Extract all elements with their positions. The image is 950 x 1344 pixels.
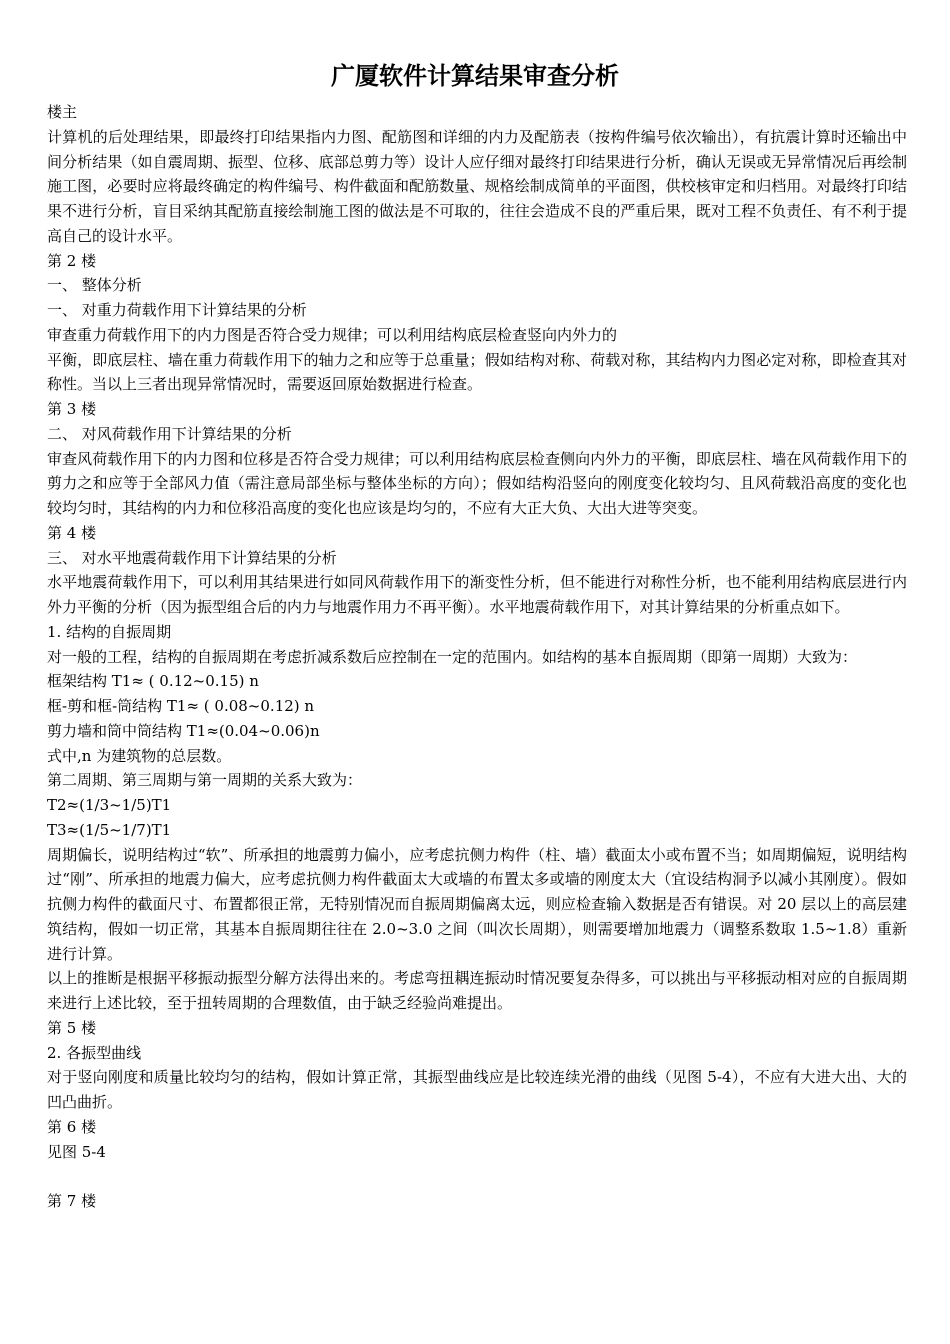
paragraph: 框-剪和框-筒结构 T1≈ ( 0.08~0.12) n xyxy=(47,697,315,715)
document-title: 广厦软件计算结果审查分析 xyxy=(331,62,619,90)
paragraph: 楼主 xyxy=(47,103,78,121)
paragraph: 以上的推断是根据平移振动振型分解方法得出来的。考虑弯扭耦连振动时情况要复杂得多，可以挑出与平移振动相对应的自振周期来进行上述比较，至于扭转周期的合理数值，由于缺乏经验尚难提出。 xyxy=(47,969,907,1012)
paragraph: 周期偏长，说明结构过“软”、所承担的地震剪力偏小，应考虑抗侧力构件（柱、墙）截面太小或布置不当；如周期偏短，说明结构过“刚”、所承担的地震力偏大，应考虑抗侧力构件截面太大或墙的布置太多或墙的刚度太大（宜设结构洞予以减小其刚度）。假如抗侧力构件的截面尺寸、布置都很正常，无特别情况而自振周期偏离太远，则应检查输入数据是否有错误。对 20 层以上的高层建筑结构，假如一切正常，其基本自振周期往往在 2.0~3.0 之间（叫次长周期），则需要增加地震力（调整系数取 1.5~1.8）重新进行计算。 xyxy=(47,845,907,963)
paragraph: 审查风荷载作用下的内力图和位移是否符合受力规律；可以利用结构底层检查侧向内外力的平衡，即底层柱、墙在风荷载作用下的剪力之和应等于全部风力值（需注意局部坐标与整体坐标的方向）；假如结构沿竖向的刚度变化较均匀、且风荷载沿高度的变化也较均匀时，其结构的内力和位移沿高度的变化也应该是均匀的，不应有大正大负、大出大进等突变。 xyxy=(47,449,907,517)
paragraph: 第 6 楼 xyxy=(47,1117,97,1136)
paragraph: 水平地震荷载作用下，可以利用其结果进行如同风荷载作用下的渐变性分析，但不能进行对称性分析，也不能利用结构底层进行内外力平衡的分析（因为振型组合后的内力与地震作用力不再平衡）。水平地震荷载作用下，对其计算结果的分析重点如下。 xyxy=(47,573,907,616)
paragraph: 剪力墙和筒中筒结构 T1≈(0.04~0.06)n xyxy=(47,721,320,740)
paragraph: 第二周期、第三周期与第一周期的关系大致为： xyxy=(47,771,363,790)
paragraph: 对一般的工程，结构的自振周期在考虑折减系数后应控制在一定的范围内。如结构的基本自振周期（即第一周期）大致为： xyxy=(47,647,858,666)
paragraph: T3≈(1/5~1/7)T1 xyxy=(47,820,172,839)
paragraph: 平衡，即底层柱、墙在重力荷载作用下的轴力之和应等于总重量；假如结构对称、荷载对称，其结构内力图必定对称，即检查其对称性。当以上三者出现异常情况时，需要返回原始数据进行检查。 xyxy=(47,350,907,394)
paragraph: 审查重力荷载作用下的内力图是否符合受力规律；可以利用结构底层检查竖向内外力的 xyxy=(47,325,618,344)
paragraph: 2. 各振型曲线 xyxy=(47,1043,142,1062)
paragraph: 第 2 楼 xyxy=(47,251,97,270)
paragraph: 1. 结构的自振周期 xyxy=(47,622,172,641)
paragraph: T2≈(1/3~1/5)T1 xyxy=(47,796,172,814)
paragraph: 见图 5-4 xyxy=(47,1142,106,1161)
paragraph: 三、 对水平地震荷载作用下计算结果的分析 xyxy=(47,548,337,567)
paragraph: 第 7 楼 xyxy=(47,1192,97,1210)
paragraph: 对于竖向刚度和质量比较均匀的结构，假如计算正常，其振型曲线应是比较连续光滑的曲线（见图 5-4），不应有大进大出、大的凹凸曲折。 xyxy=(47,1068,907,1111)
blank-line xyxy=(47,1164,907,1189)
paragraph: 第 5 楼 xyxy=(47,1018,97,1037)
paragraph: 第 4 楼 xyxy=(47,523,97,542)
paragraph: 二、 对风荷载作用下计算结果的分析 xyxy=(47,424,292,443)
paragraph: 计算机的后处理结果，即最终打印结果指内力图、配筋图和详细的内力及配筋表（按构件编号依次输出），有抗震计算时还输出中间分析结果（如自震周期、振型、位移、底部总剪力等）设计人应仔细对最终打印结果进行分析，确认无误或无异常情况后再绘制施工图，必要时应将最终确定的构件编号、构件截面和配筋数量、规格绘制成简单的平面图，供校核审定和归档用。对最终打印结果不进行分析，盲目采纳其配筋直接绘制施工图的做法是不可取的，往往会造成不良的严重后果，既对工程不负责任、有不利于提高自己的设计水平。 xyxy=(47,127,907,245)
paragraph: 第 3 楼 xyxy=(47,400,97,418)
paragraph: 式中,n 为建筑物的总层数。 xyxy=(47,746,232,765)
paragraph: 一、 整体分析 xyxy=(47,276,142,295)
paragraph: 一、 对重力荷载作用下计算结果的分析 xyxy=(47,301,307,319)
paragraph: 框架结构 T1≈ ( 0.12~0.15) n xyxy=(47,672,259,691)
document-body xyxy=(47,100,907,1214)
